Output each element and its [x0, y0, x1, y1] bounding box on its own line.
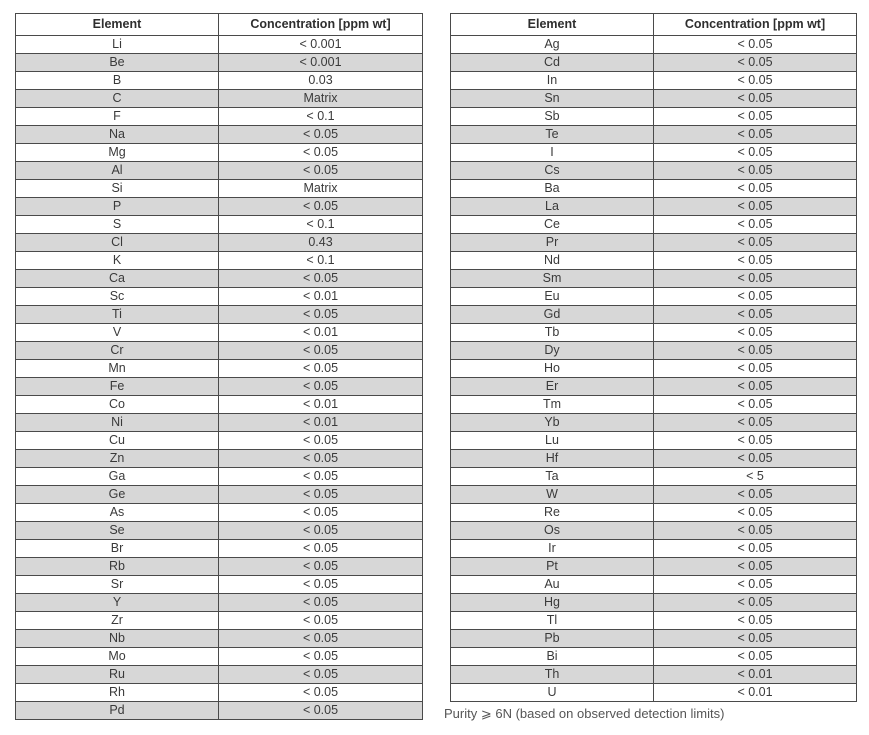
concentration-cell: < 0.05 — [219, 198, 423, 216]
element-cell: La — [451, 198, 654, 216]
table-row — [451, 342, 857, 360]
concentration-cell: < 0.05 — [654, 486, 857, 504]
element-cell: B — [16, 72, 219, 90]
table-row — [16, 612, 423, 630]
concentration-cell: < 0.05 — [654, 612, 857, 630]
concentration-cell: < 0.001 — [219, 54, 423, 72]
table-row — [451, 36, 857, 54]
element-cell: Sc — [16, 288, 219, 306]
element-cell: Dy — [451, 342, 654, 360]
element-cell: Li — [16, 36, 219, 54]
table-row — [451, 414, 857, 432]
concentration-cell: < 0.05 — [219, 504, 423, 522]
impurity-table-left — [15, 13, 423, 720]
element-cell: Hf — [451, 450, 654, 468]
element-cell: Co — [16, 396, 219, 414]
concentration-cell: < 0.05 — [654, 36, 857, 54]
element-cell: Sm — [451, 270, 654, 288]
element-cell: W — [451, 486, 654, 504]
concentration-cell: < 0.05 — [654, 648, 857, 666]
table-row — [451, 324, 857, 342]
concentration-cell: < 0.05 — [219, 666, 423, 684]
element-cell: Ti — [16, 306, 219, 324]
table-body-right — [451, 36, 857, 702]
element-cell: F — [16, 108, 219, 126]
concentration-cell: < 0.05 — [219, 558, 423, 576]
concentration-cell: < 0.05 — [654, 324, 857, 342]
purity-footnote: Purity ⩾ 6N (based on observed detection limits) — [444, 706, 725, 721]
table-row — [16, 576, 423, 594]
concentration-cell: < 0.1 — [219, 252, 423, 270]
concentration-cell: < 0.05 — [219, 540, 423, 558]
table-row — [16, 486, 423, 504]
element-cell: Mg — [16, 144, 219, 162]
concentration-column-header: Concentration [ppm wt] — [654, 14, 857, 36]
element-cell: Cu — [16, 432, 219, 450]
table-row — [451, 558, 857, 576]
concentration-cell: < 0.05 — [654, 216, 857, 234]
table-row — [451, 306, 857, 324]
table-row — [16, 342, 423, 360]
element-cell: Rh — [16, 684, 219, 702]
table-row — [16, 648, 423, 666]
concentration-cell: < 0.05 — [219, 684, 423, 702]
table-row — [16, 540, 423, 558]
table-row — [16, 252, 423, 270]
concentration-cell: < 0.05 — [219, 126, 423, 144]
concentration-cell: < 0.05 — [654, 306, 857, 324]
table-row — [451, 144, 857, 162]
concentration-cell: < 0.05 — [219, 522, 423, 540]
concentration-cell: < 0.05 — [219, 702, 423, 720]
concentration-cell: < 5 — [654, 468, 857, 486]
concentration-column-header: Concentration [ppm wt] — [219, 14, 423, 36]
table-row — [16, 288, 423, 306]
element-cell: Ho — [451, 360, 654, 378]
table-row — [16, 450, 423, 468]
element-cell: Tl — [451, 612, 654, 630]
concentration-cell: < 0.001 — [219, 36, 423, 54]
concentration-cell: < 0.01 — [654, 684, 857, 702]
table-row — [451, 72, 857, 90]
table-row — [451, 630, 857, 648]
element-cell: Pt — [451, 558, 654, 576]
element-cell: Zn — [16, 450, 219, 468]
element-column-header: Element — [451, 14, 654, 36]
element-cell: Tb — [451, 324, 654, 342]
concentration-cell: < 0.05 — [219, 270, 423, 288]
table-row — [451, 198, 857, 216]
element-cell: Nb — [16, 630, 219, 648]
concentration-cell: < 0.01 — [219, 288, 423, 306]
table-row — [16, 522, 423, 540]
table-row — [16, 162, 423, 180]
table-row — [16, 90, 423, 108]
element-cell: U — [451, 684, 654, 702]
concentration-cell: < 0.05 — [654, 378, 857, 396]
element-cell: Tm — [451, 396, 654, 414]
concentration-cell: < 0.05 — [219, 648, 423, 666]
concentration-cell: < 0.05 — [654, 72, 857, 90]
table-row — [16, 324, 423, 342]
element-cell: Sb — [451, 108, 654, 126]
element-cell: Br — [16, 540, 219, 558]
table-row — [16, 306, 423, 324]
element-cell: V — [16, 324, 219, 342]
concentration-cell: < 0.05 — [219, 306, 423, 324]
element-cell: K — [16, 252, 219, 270]
element-cell: Th — [451, 666, 654, 684]
table-row — [451, 432, 857, 450]
table-row — [16, 414, 423, 432]
element-cell: Pb — [451, 630, 654, 648]
element-cell: Sr — [16, 576, 219, 594]
table-row — [16, 54, 423, 72]
concentration-cell: < 0.05 — [654, 162, 857, 180]
table-header-row — [16, 14, 423, 36]
concentration-cell: < 0.05 — [219, 576, 423, 594]
element-cell: S — [16, 216, 219, 234]
table-row — [451, 540, 857, 558]
element-cell: As — [16, 504, 219, 522]
element-cell: Pr — [451, 234, 654, 252]
element-cell: Er — [451, 378, 654, 396]
concentration-cell: < 0.05 — [654, 90, 857, 108]
concentration-cell: < 0.1 — [219, 108, 423, 126]
table-row — [16, 396, 423, 414]
table-row — [16, 432, 423, 450]
table-row — [16, 360, 423, 378]
element-cell: Ba — [451, 180, 654, 198]
table-row — [16, 594, 423, 612]
concentration-cell: 0.03 — [219, 72, 423, 90]
concentration-cell: < 0.05 — [654, 396, 857, 414]
element-cell: Rb — [16, 558, 219, 576]
element-cell: Cd — [451, 54, 654, 72]
element-cell: Ir — [451, 540, 654, 558]
element-cell: Nd — [451, 252, 654, 270]
element-cell: Na — [16, 126, 219, 144]
concentration-cell: < 0.05 — [654, 360, 857, 378]
table-row — [451, 234, 857, 252]
element-column-header: Element — [16, 14, 219, 36]
concentration-cell: < 0.05 — [219, 360, 423, 378]
concentration-cell: < 0.01 — [219, 324, 423, 342]
element-cell: P — [16, 198, 219, 216]
element-cell: Sn — [451, 90, 654, 108]
table-row — [16, 198, 423, 216]
element-cell: Ga — [16, 468, 219, 486]
concentration-cell: < 0.05 — [654, 450, 857, 468]
concentration-cell: < 0.1 — [219, 216, 423, 234]
element-cell: Pd — [16, 702, 219, 720]
concentration-cell: < 0.05 — [654, 522, 857, 540]
table-row — [16, 270, 423, 288]
concentration-cell: < 0.05 — [654, 414, 857, 432]
concentration-cell: < 0.05 — [654, 630, 857, 648]
concentration-cell: < 0.05 — [654, 594, 857, 612]
element-cell: Cl — [16, 234, 219, 252]
table-row — [451, 522, 857, 540]
concentration-cell: < 0.05 — [654, 252, 857, 270]
element-cell: Zr — [16, 612, 219, 630]
table-row — [451, 360, 857, 378]
element-cell: Lu — [451, 432, 654, 450]
table-row — [451, 576, 857, 594]
element-cell: Be — [16, 54, 219, 72]
element-cell: Ni — [16, 414, 219, 432]
table-header-row — [451, 14, 857, 36]
concentration-cell: < 0.05 — [219, 342, 423, 360]
concentration-cell: < 0.05 — [219, 144, 423, 162]
element-cell: Re — [451, 504, 654, 522]
concentration-cell: < 0.05 — [654, 342, 857, 360]
table-row — [451, 90, 857, 108]
table-row — [451, 216, 857, 234]
element-cell: Mo — [16, 648, 219, 666]
element-cell: Ag — [451, 36, 654, 54]
element-cell: Au — [451, 576, 654, 594]
element-cell: Bi — [451, 648, 654, 666]
table-row — [451, 594, 857, 612]
concentration-cell: < 0.01 — [219, 396, 423, 414]
concentration-cell: < 0.05 — [654, 558, 857, 576]
concentration-cell: < 0.05 — [654, 576, 857, 594]
table-row — [16, 36, 423, 54]
element-cell: Ru — [16, 666, 219, 684]
table-row — [451, 648, 857, 666]
table-row — [16, 702, 423, 720]
concentration-cell: Matrix — [219, 180, 423, 198]
table-row — [451, 486, 857, 504]
table-row — [16, 108, 423, 126]
element-cell: I — [451, 144, 654, 162]
concentration-cell: < 0.05 — [219, 378, 423, 396]
concentration-cell: < 0.05 — [654, 270, 857, 288]
table-row — [451, 684, 857, 702]
concentration-cell: Matrix — [219, 90, 423, 108]
impurity-table-right — [450, 13, 857, 702]
element-cell: Cs — [451, 162, 654, 180]
element-cell: Os — [451, 522, 654, 540]
concentration-cell: < 0.05 — [219, 594, 423, 612]
concentration-cell: < 0.05 — [219, 630, 423, 648]
table-row — [16, 630, 423, 648]
table-row — [16, 144, 423, 162]
element-cell: C — [16, 90, 219, 108]
table-row — [16, 666, 423, 684]
element-cell: Ce — [451, 216, 654, 234]
table-row — [16, 684, 423, 702]
table-row — [451, 54, 857, 72]
element-cell: Mn — [16, 360, 219, 378]
element-cell: Y — [16, 594, 219, 612]
element-cell: Fe — [16, 378, 219, 396]
table-row — [451, 252, 857, 270]
concentration-cell: < 0.05 — [654, 234, 857, 252]
table-row — [451, 450, 857, 468]
concentration-cell: < 0.05 — [654, 54, 857, 72]
table-row — [451, 270, 857, 288]
table-row — [16, 504, 423, 522]
element-cell: Se — [16, 522, 219, 540]
concentration-cell: < 0.05 — [219, 432, 423, 450]
element-cell: Hg — [451, 594, 654, 612]
table-row — [451, 468, 857, 486]
table-row — [16, 126, 423, 144]
concentration-cell: 0.43 — [219, 234, 423, 252]
concentration-cell: < 0.05 — [219, 162, 423, 180]
table-row — [451, 162, 857, 180]
element-cell: Ge — [16, 486, 219, 504]
concentration-cell: < 0.05 — [654, 126, 857, 144]
concentration-cell: < 0.01 — [219, 414, 423, 432]
table-body-left — [16, 36, 423, 720]
element-cell: Yb — [451, 414, 654, 432]
concentration-cell: < 0.05 — [654, 108, 857, 126]
table-row — [16, 72, 423, 90]
table-row — [16, 180, 423, 198]
concentration-cell: < 0.05 — [654, 198, 857, 216]
concentration-cell: < 0.05 — [654, 180, 857, 198]
concentration-cell: < 0.05 — [219, 612, 423, 630]
element-cell: Ta — [451, 468, 654, 486]
element-cell: Ca — [16, 270, 219, 288]
concentration-cell: < 0.05 — [654, 540, 857, 558]
concentration-cell: < 0.05 — [654, 288, 857, 306]
table-row — [451, 396, 857, 414]
table-row — [16, 234, 423, 252]
concentration-cell: < 0.05 — [219, 450, 423, 468]
table-row — [451, 378, 857, 396]
element-cell: Gd — [451, 306, 654, 324]
element-cell: Te — [451, 126, 654, 144]
table-row — [451, 504, 857, 522]
element-cell: In — [451, 72, 654, 90]
concentration-cell: < 0.05 — [219, 486, 423, 504]
concentration-cell: < 0.05 — [654, 504, 857, 522]
table-row — [451, 288, 857, 306]
element-cell: Si — [16, 180, 219, 198]
table-row — [16, 558, 423, 576]
concentration-cell: < 0.01 — [654, 666, 857, 684]
concentration-cell: < 0.05 — [654, 144, 857, 162]
table-row — [16, 216, 423, 234]
element-cell: Eu — [451, 288, 654, 306]
table-row — [16, 378, 423, 396]
element-cell: Al — [16, 162, 219, 180]
table-row — [451, 666, 857, 684]
concentration-cell: < 0.05 — [219, 468, 423, 486]
concentration-cell: < 0.05 — [654, 432, 857, 450]
table-row — [451, 126, 857, 144]
table-row — [451, 108, 857, 126]
table-row — [16, 468, 423, 486]
table-row — [451, 180, 857, 198]
element-cell: Cr — [16, 342, 219, 360]
table-row — [451, 612, 857, 630]
